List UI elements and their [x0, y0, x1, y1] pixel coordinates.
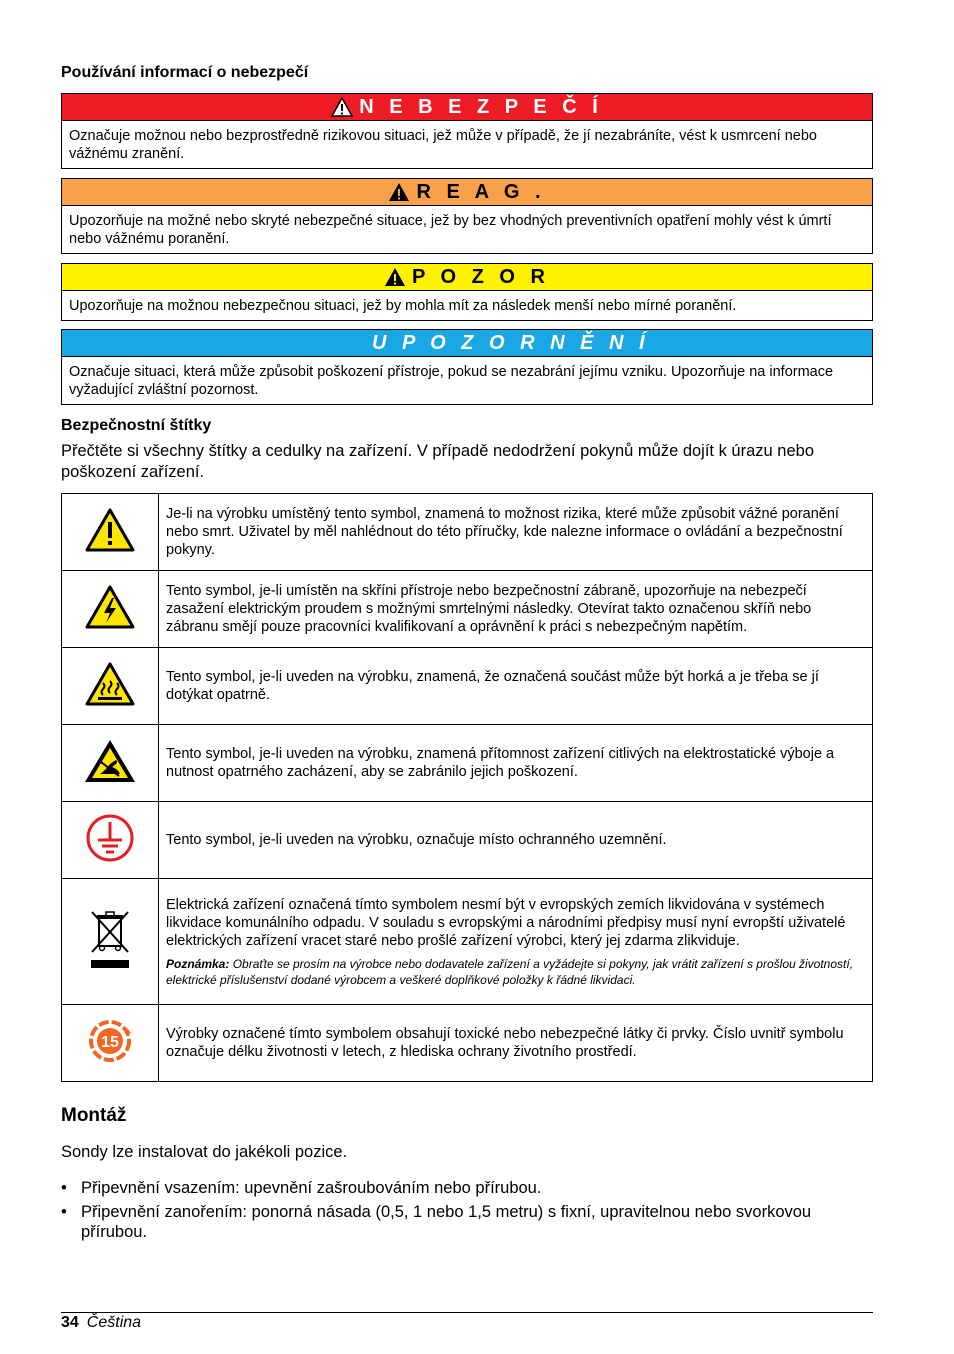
- montaz-heading: Montáž: [61, 1105, 127, 1126]
- caution-text: Upozorňuje na možnou nebezpečnou situaci, jež by mohla mít za následek menší nebo mírné poranění.: [69, 298, 737, 314]
- danger-title: N E B E Z P E Č Í: [359, 95, 603, 118]
- page-number: 34: [61, 1314, 79, 1331]
- symbol-description: Tento symbol, je-li uveden na výrobku, znamená přítomnost zařízení citlivých na elektrostatické výboje a nutnost opatrného zacházení, aby se zabránilo jejich poškození.: [159, 725, 873, 802]
- symbol-description: Je-li na výrobku umístěný tento symbol, znamená to možnost rizika, které může způsobit vážné poranění nebo smrt. Uživatel by měl nahlédnout do této příručky, kde nalezne informace o ovládání a bezpečnostní pokyny.: [159, 494, 873, 571]
- protective-earth-icon: [85, 813, 135, 863]
- safety-labels-intro: Přečtěte si všechny štítky a cedulky na zařízení. V případě nedodržení pokynů může dojít k úrazu nebo poškození zařízení.: [61, 442, 814, 481]
- electric-shock-icon: [84, 584, 136, 630]
- warning-box: [61, 178, 873, 254]
- symbol-note: [166, 956, 865, 988]
- table-row: [62, 648, 873, 725]
- table-row: [62, 1005, 873, 1082]
- danger-text: Označuje možnou nebo bezprostředně rizikovou situaci, jež může v případě, že jí nezabráníte, vést k usmrcení nebo vážnému zranění.: [69, 128, 817, 162]
- symbol-description: Elektrická zařízení označená tímto symbolem nesmí být v evropských zemích likvidována v systémech likvidace komunálního odpadu. V souladu s evropskými a národními předpisy musí nyní evropští uživatelé elektrických zařízení vracet staré nebo prošlé zařízení výrobci, který jej zdarma zlikviduje.: [166, 896, 846, 949]
- symbol-description: Tento symbol, je-li uveden na výrobku, označuje místo ochranného uzemnění.: [159, 802, 873, 879]
- montaz-list: [61, 1178, 873, 1246]
- caution-title: P O Z O R: [412, 265, 550, 288]
- safety-labels-heading: Bezpečnostní štítky: [61, 417, 212, 434]
- symbols-table: [61, 493, 873, 1082]
- caution-box: [61, 263, 873, 321]
- table-row: [62, 879, 873, 1005]
- weee-bin-icon: [88, 906, 132, 972]
- montaz-intro: Sondy lze instalovat do jakékoli pozice.: [61, 1143, 348, 1161]
- esd-icon: [83, 738, 137, 784]
- table-row: [62, 725, 873, 802]
- danger-box: [61, 93, 873, 169]
- symbol-description: Tento symbol, je-li umístěn na skříni přístroje nebo bezpečnostní zábraně, upozorňuje na nebezpečí zasažení elektrickým proudem s možnými smrtelnými následky. Otevírat takto označenou skříň nebo zábranu smějí pouze pracovníci kvalifikovaní a oprávnění k práci s nebezpečným napětím.: [159, 571, 873, 648]
- footer-language: Čeština: [86, 1314, 142, 1331]
- efup-15-icon: [86, 1017, 134, 1065]
- table-row: [62, 494, 873, 571]
- table-row: [62, 571, 873, 648]
- note-text: Obraťte se prosím na výrobce nebo dodavatele zařízení a vyžádejte si pokyny, jak vrátit zařízení s prošlou životností, elektrické příslušenství dodané výrobcem a veškeré doplňkové položky k řádné likvidaci.: [166, 956, 854, 987]
- symbol-description: Výrobky označené tímto symbolem obsahují toxické nebo nebezpečné látky či prvky. Číslo uvnitř symbolu označuje délku životnosti v letech, z hlediska ochrany životního prostředí.: [159, 1005, 873, 1082]
- table-row: [62, 802, 873, 879]
- warning-triangle-icon: [84, 507, 136, 553]
- caution-bar: [62, 264, 872, 291]
- warning-bar: [62, 179, 872, 206]
- notice-text: Označuje situaci, která může způsobit poškození přístroje, pokud se nezabrání jejímu vzniku. Upozorňuje na informace vyžadující zvláštní pozornost.: [69, 364, 834, 398]
- warning-triangle-icon: [384, 267, 406, 287]
- hazard-info-heading: Používání informací o nebezpečí: [61, 64, 309, 81]
- efup-number: 15: [101, 1033, 119, 1051]
- warning-triangle-icon: [331, 97, 353, 117]
- notice-title: U P O Z O R N Ě N Í: [372, 331, 650, 354]
- list-item: • Připevnění zanořením: ponorná násada (0,5, 1 nebo 1,5 metru) s fixní, upravitelnou nebo svorkovou přírubou.: [61, 1203, 812, 1241]
- notice-bar: [62, 330, 872, 357]
- warning-triangle-icon: [388, 182, 410, 202]
- warning-title: R E A G .: [416, 180, 546, 203]
- hot-surface-icon: [84, 661, 136, 707]
- symbol-description: Tento symbol, je-li uveden na výrobku, znamená, že označená součást může být horká a je třeba se jí dotýkat opatrně.: [159, 648, 873, 725]
- note-label: Poznámka:: [166, 956, 230, 971]
- list-item: • Připevnění vsazením: upevnění zašroubováním nebo přírubou.: [61, 1179, 542, 1197]
- warning-text: Upozorňuje na možné nebo skryté nebezpečné situace, jež by bez vhodných preventivních opatření mohly vést k úmrtí nebo vážnému poranění.: [69, 213, 832, 247]
- danger-bar: [62, 94, 872, 121]
- page-footer: [61, 1312, 873, 1332]
- notice-box: [61, 329, 873, 405]
